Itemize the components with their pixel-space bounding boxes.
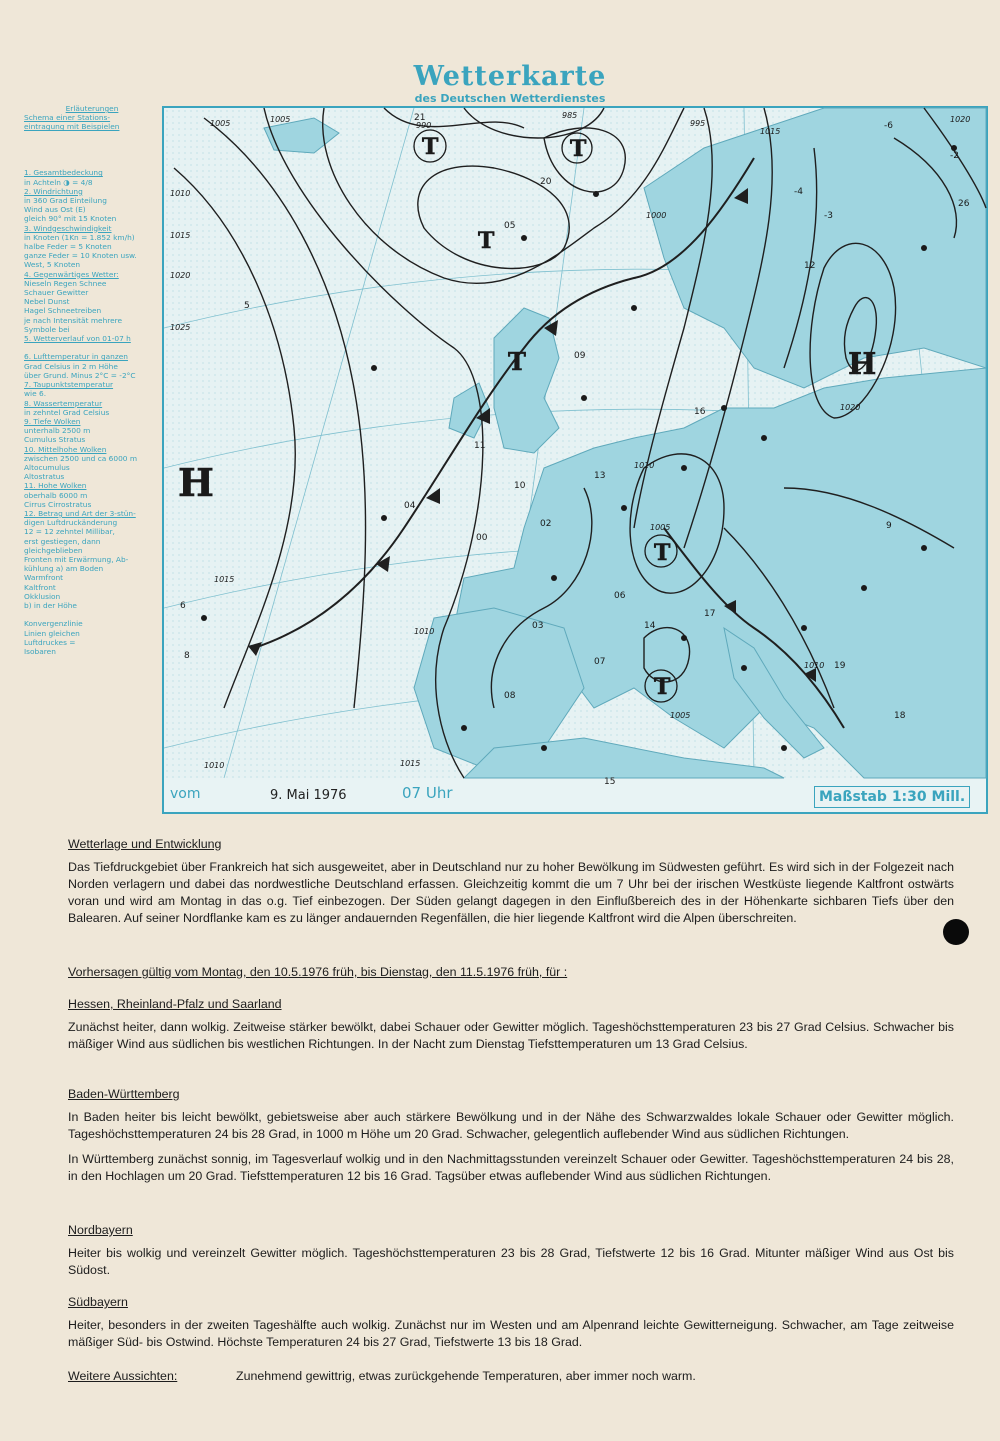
legend-line: 2. Windrichtung xyxy=(24,186,83,196)
isobar-label: 1020 xyxy=(170,271,191,280)
station-value: 00 xyxy=(476,533,488,543)
station-value: 15 xyxy=(604,777,616,787)
legend-line: je nach Intensität mehrere xyxy=(24,315,123,325)
station-value: 8 xyxy=(184,651,190,661)
station-value: 14 xyxy=(644,621,656,631)
station-value: 20 xyxy=(540,177,552,187)
legend-line: 12 = 12 zehntel Millibar, xyxy=(24,527,115,537)
station-value: 09 xyxy=(574,351,586,361)
isobar-label: 1015 xyxy=(400,759,421,768)
footer-date: 9. Mai 1976 xyxy=(270,788,347,803)
station-value: 21 xyxy=(414,113,426,123)
legend-line: 4. Gegenwärtiges Wetter: xyxy=(24,269,119,279)
isobar-label: 985 xyxy=(562,111,578,120)
station-value: -2 xyxy=(950,151,959,161)
legend-line: Symbole bei xyxy=(24,324,70,334)
title-subtitle: des Deutschen Wetterdienstes xyxy=(414,92,606,105)
isobar-label: 1010 xyxy=(634,461,655,470)
legend-line: über Grund. Minus 2°C = -2°C xyxy=(24,370,136,380)
legend-line xyxy=(24,141,160,150)
outlook-text: Zunehmend gewittrig, etwas zurückgehende Temperaturen, aber immer noch warm. xyxy=(236,1369,696,1383)
station-value: 10 xyxy=(514,481,526,491)
legend-line xyxy=(24,610,160,619)
legend-line: 6. Lufttemperatur in ganzen xyxy=(24,352,128,362)
isobar-label: 1020 xyxy=(950,115,971,124)
legend-line: 3. Windgeschwindigkeit xyxy=(24,223,112,233)
legend-line: Cumulus Stratus xyxy=(24,435,86,445)
legend-line: in Achteln ◑ = 4/8 xyxy=(24,177,93,187)
isobar-label: 1025 xyxy=(170,323,191,332)
station-value: 11 xyxy=(474,441,486,451)
map-footer xyxy=(164,778,986,812)
legend-line: 5. Wetterverlauf von 01-07 h xyxy=(24,334,131,344)
legend-line: Nebel Dunst xyxy=(24,297,70,307)
region-paragraph: Heiter, besonders in der zweiten Tageshälfte auch wolkig. Zunächst nur im Westen und am Alpenrand leichte Gewitterneigung. Schwacher, am Tage zeitweise mäßiger Süd- bis Ostwind. Höchste Temperaturen 24 bis 27 Grad, Tiefstwerte 13 bis 18 Grad. xyxy=(68,1318,954,1349)
isobar-label: 1010 xyxy=(804,661,825,670)
legend-line: Fronten mit Erwärmung, Ab- xyxy=(24,554,129,564)
isobar-label: 1005 xyxy=(650,523,671,532)
legend-line: Nieseln Regen Schnee xyxy=(24,278,107,288)
station-value: 02 xyxy=(540,519,552,529)
low-balearen: T xyxy=(654,674,671,700)
legend-line: 8. Wassertemperatur xyxy=(24,398,103,408)
legend-line: wie 6. xyxy=(24,389,47,399)
isobar-label: 1010 xyxy=(170,189,191,198)
legend-line: 11. Hohe Wolken xyxy=(24,481,87,491)
situation-heading: Wetterlage und Entwicklung xyxy=(68,837,222,851)
isobar-label: 1005 xyxy=(210,119,231,128)
region-suedbayern xyxy=(68,1294,954,1351)
region-nordbayern xyxy=(68,1222,954,1279)
situation-body: Das Tiefdruckgebiet über Frankreich hat sich ausgeweitet, aber in Deutschland nur zu hoher Bewölkung im Südwesten geführt. Es wird sich in der Folgezeit nach Norden verlagern und dabei das nordwestliche Deutschland erfassen. Gleichzeitig kommt die um 7 Uhr bei der irischen Westküste liegende Kaltfront ostwärts voran und wird am Montag in das o.g. Tief einbezogen. Der Süden gelangt dagegen in den Einflußbereich des in der Höhenkarte sichbaren Tiefs über den Balearen. Auf seiner Nordflanke kam es zu länger andauernden Regenfällen, die hier liegende Kaltfront wird die Alpen überschreiten. xyxy=(68,860,954,925)
isobar-label: 1010 xyxy=(414,627,435,636)
legend-line: Konvergenzlinie xyxy=(24,619,83,629)
isobar-label: 1015 xyxy=(170,231,191,240)
forecast-heading: Vorhersagen gültig vom Montag, den 10.5.1976 früh, bis Dienstag, den 11.5.1976 früh, für : xyxy=(68,965,568,979)
legend-line: 7. Taupunktstemperatur xyxy=(24,380,114,390)
legend-line xyxy=(24,159,160,168)
legend-line: halbe Feder = 5 Knoten xyxy=(24,242,112,252)
region-name: Südbayern xyxy=(68,1295,128,1309)
station-value: 06 xyxy=(614,591,626,601)
legend-line: West, 5 Knoten xyxy=(24,260,81,270)
legend-line: digen Luftdruckänderung xyxy=(24,518,118,528)
footer-scale: Maßstab 1:30 Mill. xyxy=(814,786,970,808)
page-title xyxy=(360,62,660,105)
isobar-label: 1000 xyxy=(646,211,667,220)
legend-line: in zehntel Grad Celsius xyxy=(24,407,110,417)
legend-line: unterhalb 2500 m xyxy=(24,426,91,436)
legend-line: b) in der Höhe xyxy=(24,600,77,610)
station-value: 19 xyxy=(834,661,846,671)
region-name: Baden-Württemberg xyxy=(68,1087,180,1101)
legend-line: Altocumulus xyxy=(24,462,70,472)
station-value: 18 xyxy=(894,711,906,721)
station-value: 26 xyxy=(958,199,970,209)
legend-line xyxy=(24,150,160,159)
legend-line: Schema einer Stations- xyxy=(24,113,111,123)
region-paragraph: In Baden heiter bis leicht bewölkt, gebietsweise aber auch stärkere Bewölkung und in der Nähe des Schwarzwaldes lokale Schauer oder Gewitter möglich. Tageshöchsttemperaturen 24 bis 28 Grad, in 1000 m Höhe um 20 Grad. Schwacher, gelegentlich auflebender Wind aus südlichen Richtungen. xyxy=(68,1110,954,1141)
legend-line: 10. Mittelhohe Wolken xyxy=(24,444,107,454)
legend-line: Schauer Gewitter xyxy=(24,288,89,298)
legend-line: in Knoten (1Kn = 1.852 km/h) xyxy=(24,232,135,242)
footer-vom: vom xyxy=(170,786,201,802)
high-scandinavia: H xyxy=(848,347,877,382)
station-value: 6 xyxy=(180,601,186,611)
legend-line: 9. Tiefe Wolken xyxy=(24,416,81,426)
region-paragraph: In Württemberg zunächst sonnig, im Tagesverlauf wolkig und in den Nachmittagsstunden vereinzelt Schauer oder Gewitter. Tageshöchsttemperaturen 24 bis 28, in den Hochlagen um 20 Grad. Tiefsttemperaturen 12 bis 16 Grad. Tagsüber etwas auflebender Wind aus südlichen Richtungen. xyxy=(68,1152,954,1183)
region-paragraph: Heiter bis wolkig und vereinzelt Gewitter möglich. Tageshöchsttemperaturen 23 bis 28 Grad, Tiefstwerte 12 bis 16 Grad. Mitunter mäßiger Wind aus Ost bis Südost. xyxy=(68,1246,954,1277)
forecast-heading-section xyxy=(68,964,954,987)
legend-line: Warmfront xyxy=(24,573,64,583)
isobar-label: 1015 xyxy=(760,127,781,136)
legend-line: Wind aus Ost (E) xyxy=(24,205,86,215)
legend-line: Okklusion xyxy=(24,591,61,601)
legend-line: kühlung a) am Boden xyxy=(24,564,104,574)
low-norway: T xyxy=(570,136,587,162)
region-paragraph: Zunächst heiter, dann wolkig. Zeitweise stärker bewölkt, dabei Schauer oder Gewitter möglich. Tageshöchsttemperaturen 23 bis 27 Grad Celsius. Schwacher bis mäßiger Wind aus südlichen bis westlichen Richtungen. In der Nacht zum Dienstag Tiefsttemperaturen um 13 Grad Celsius. xyxy=(68,1020,954,1051)
legend-line: 12. Betrag und Art der 3-stün- xyxy=(24,508,136,518)
station-value: 16 xyxy=(694,407,706,417)
low-france: T xyxy=(654,540,671,566)
region-name: Nordbayern xyxy=(68,1223,133,1237)
legend-line: Cirrus Cirrostratus xyxy=(24,499,92,509)
low-iceland: T xyxy=(422,134,439,160)
high-atlantic: H xyxy=(178,460,214,505)
situation-section xyxy=(68,836,954,927)
isobar-label: 990 xyxy=(416,121,432,130)
legend-line: Linien gleichen xyxy=(24,628,80,638)
station-value: -3 xyxy=(824,211,833,221)
legend-line: Hagel Schneetreiben xyxy=(24,306,102,316)
station-value: 17 xyxy=(704,609,716,619)
legend-line: gleich 90° mit 15 Knoten xyxy=(24,214,117,224)
legend-line: zwischen 2500 und ca 6000 m xyxy=(24,453,138,463)
isobar-label: 995 xyxy=(690,119,706,128)
legend-line: erst gestiegen, dann xyxy=(24,536,101,546)
outlook-section xyxy=(68,1368,954,1391)
legend-panel xyxy=(24,104,160,656)
legend-line: ganze Feder = 10 Knoten usw. xyxy=(24,251,137,261)
region-hessen xyxy=(68,996,954,1053)
map-drawing xyxy=(164,108,986,787)
title-main: Wetterkarte xyxy=(413,61,607,92)
footer-hour: 07 Uhr xyxy=(402,784,453,802)
outlook-label: Weitere Aussichten: xyxy=(68,1369,178,1383)
legend-line xyxy=(24,132,160,141)
legend-line: Grad Celsius in 2 m Höhe xyxy=(24,361,118,371)
isobar-label: 1005 xyxy=(270,115,291,124)
isobar-label: 1015 xyxy=(214,575,235,584)
legend-line xyxy=(24,343,160,352)
legend-line: in 360 Grad Einteilung xyxy=(24,196,107,206)
legend-line: Luftdruckes = xyxy=(24,637,76,647)
legend-line: Isobaren xyxy=(24,646,56,656)
legend-line: Erläuterungen xyxy=(65,104,119,113)
low-north-sea: T xyxy=(508,347,526,376)
weather-map xyxy=(162,106,988,814)
station-value: -6 xyxy=(884,121,893,131)
legend-line: Kaltfront xyxy=(24,582,56,592)
station-value: 07 xyxy=(594,657,606,667)
low-north-atlantic: T xyxy=(478,228,495,254)
isobar-label: 1020 xyxy=(840,403,861,412)
station-value: 12 xyxy=(804,261,816,271)
legend-line: oberhalb 6000 m xyxy=(24,490,88,500)
station-value: 05 xyxy=(504,221,516,231)
station-value: 04 xyxy=(404,501,416,511)
station-value: 9 xyxy=(886,521,892,531)
station-value: 03 xyxy=(532,621,544,631)
station-value: 08 xyxy=(504,691,516,701)
station-value: -4 xyxy=(794,187,803,197)
legend-line: Altostratus xyxy=(24,472,65,482)
isobar-label: 1005 xyxy=(670,711,691,720)
legend-line: 1. Gesamtbedeckung xyxy=(24,168,103,178)
legend-line: eintragung mit Beispielen xyxy=(24,122,120,132)
region-baden-wuerttemberg xyxy=(68,1086,954,1185)
isobar-label: 1010 xyxy=(204,761,225,770)
region-name: Hessen, Rheinland-Pfalz und Saarland xyxy=(68,997,282,1011)
station-value: 13 xyxy=(594,471,606,481)
station-value: 5 xyxy=(244,301,250,311)
legend-line: gleichgeblieben xyxy=(24,545,83,555)
